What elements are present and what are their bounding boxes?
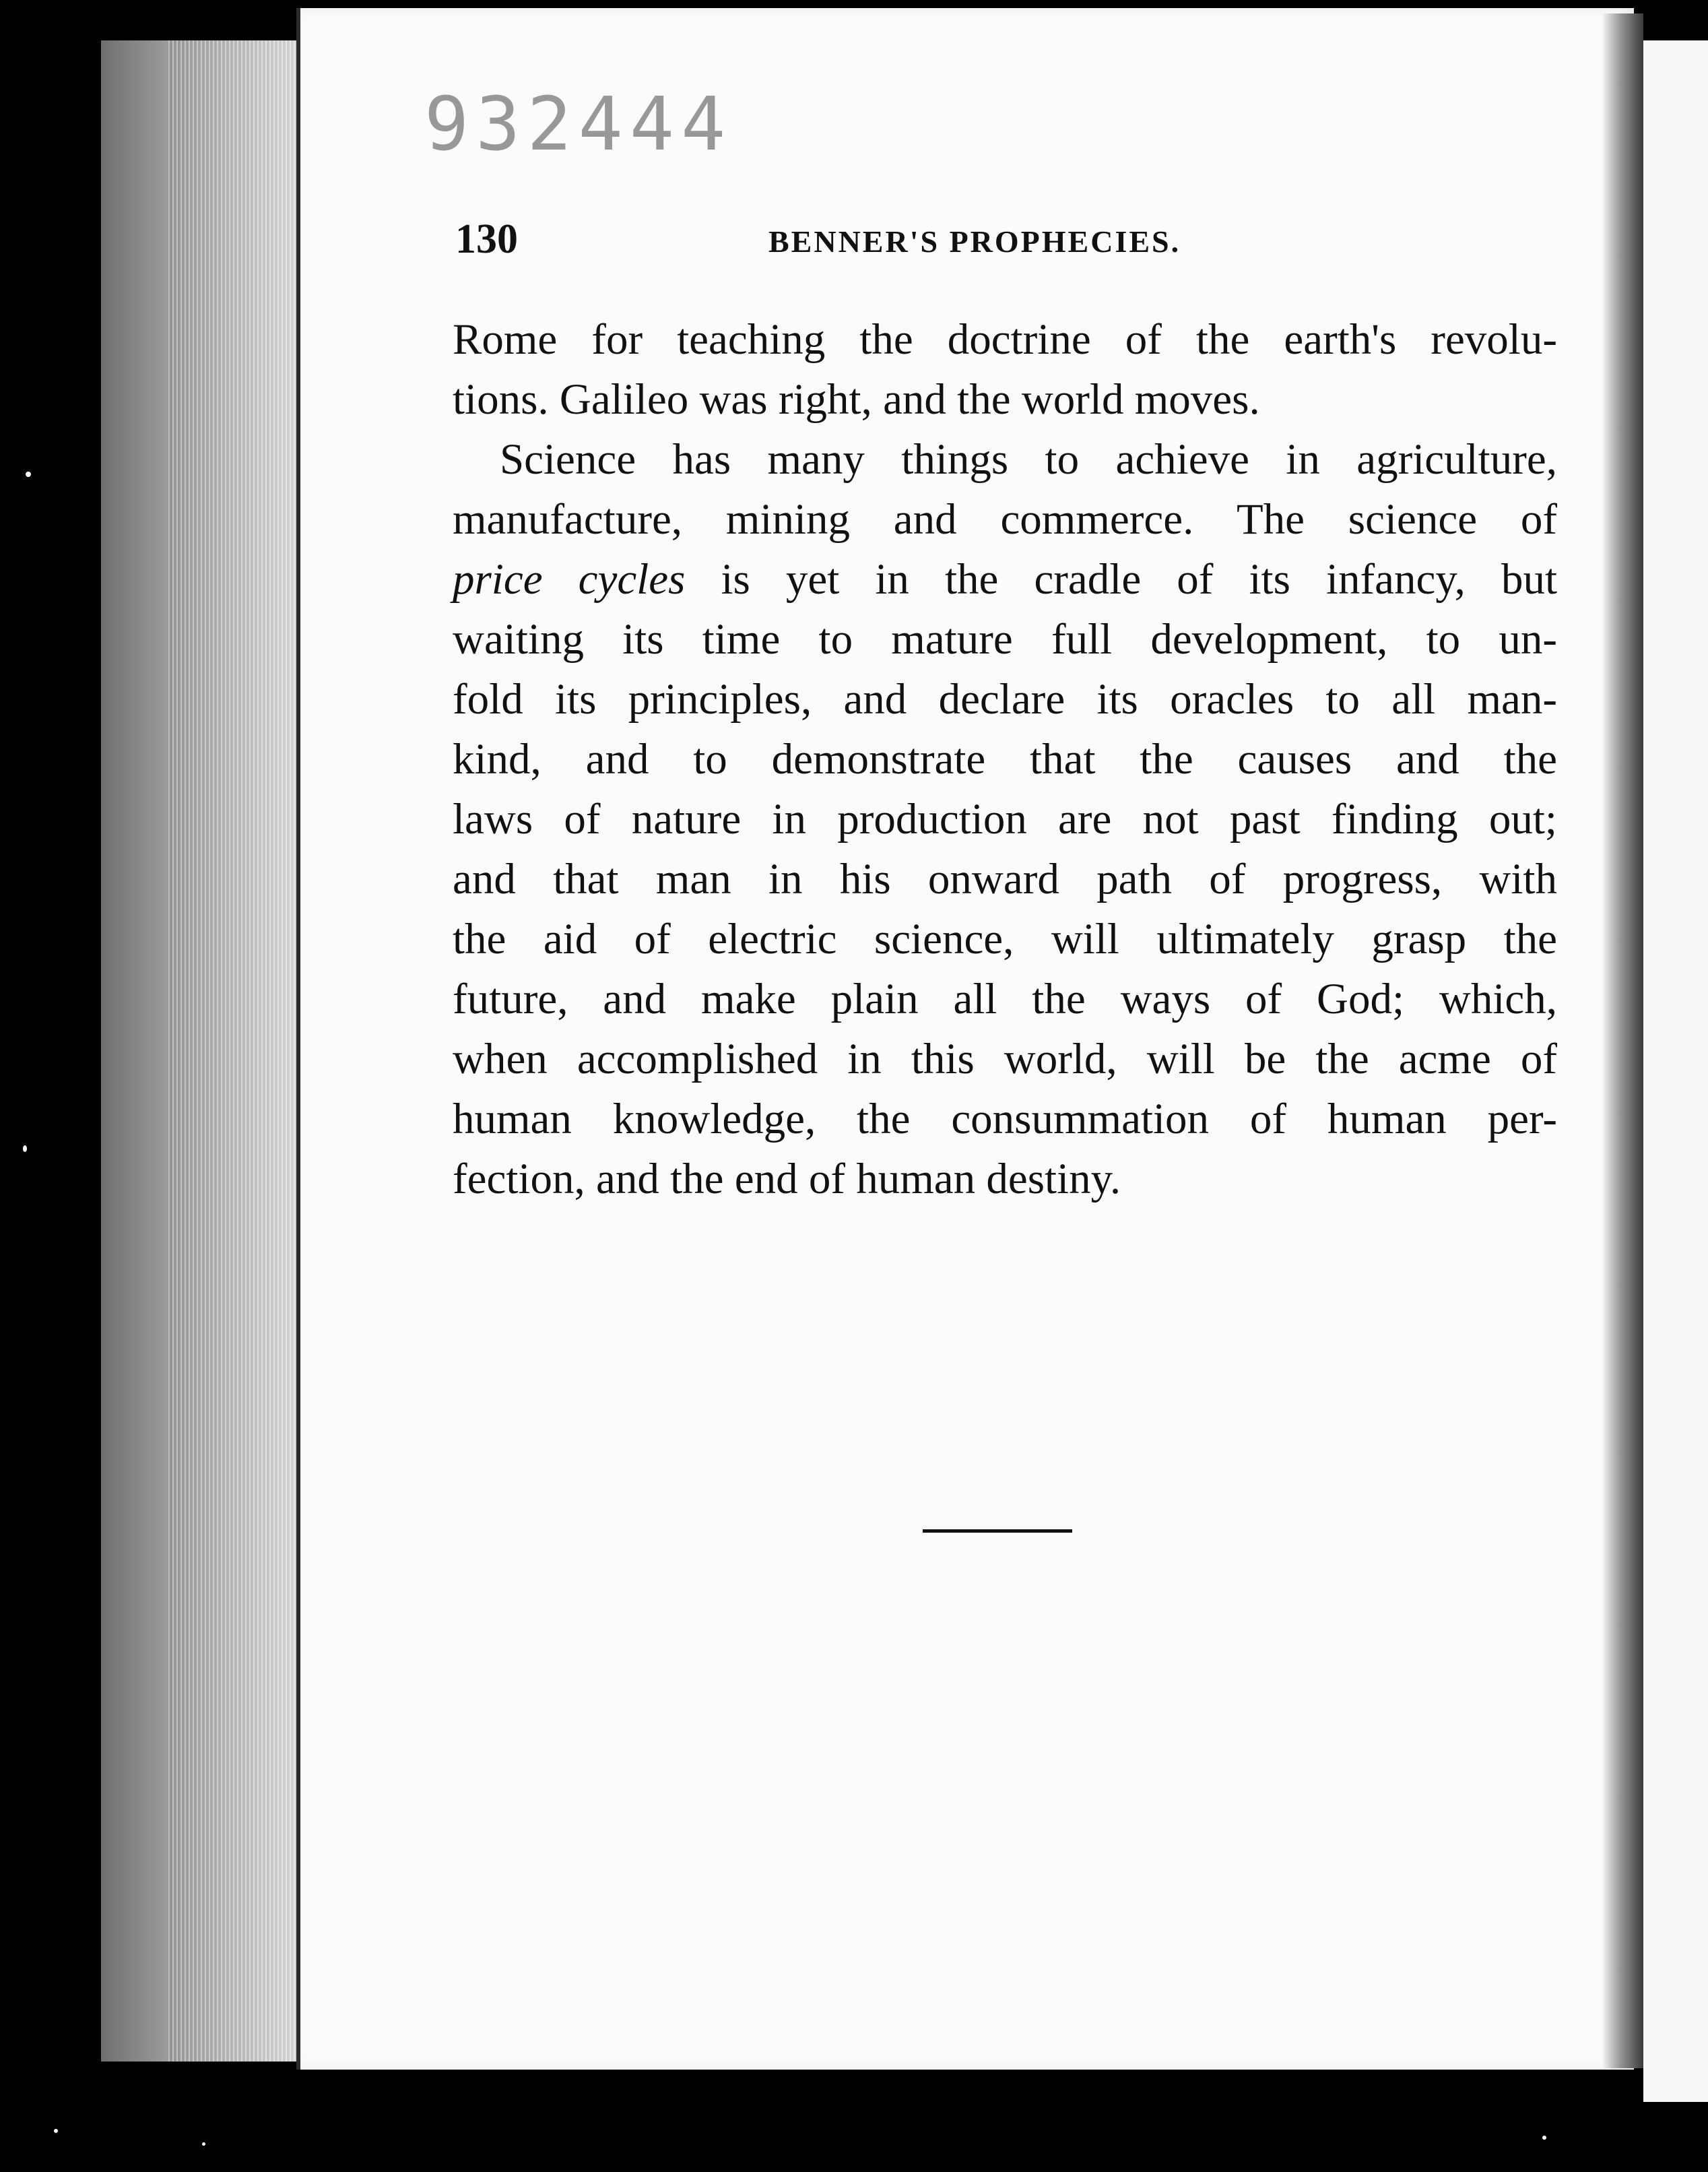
text-line: Science has many things to achieve in agriculture, xyxy=(500,435,1557,484)
text-line: laws of nature in production are not past finding out; xyxy=(453,795,1557,843)
text-line-with-italic xyxy=(453,550,1557,610)
facing-page-edge xyxy=(1643,40,1708,2102)
text-line: the aid of electric science, will ultimately grasp the xyxy=(453,915,1557,963)
text-line-rest: is yet in the cradle of its infancy, but xyxy=(721,555,1558,604)
text-line: and that man in his onward path of progress, with xyxy=(453,855,1557,903)
scan-speck xyxy=(54,2129,58,2133)
text-line: Rome for teaching the doctrine of the earth's revolu- xyxy=(453,315,1557,364)
section-end-rule xyxy=(923,1529,1072,1533)
scan-speck xyxy=(26,472,31,477)
running-title: BENNER'S PROPHECIES. xyxy=(768,224,1181,259)
italic-phrase: price cycles xyxy=(453,555,686,604)
text-line: kind, and to demonstrate that the causes and the xyxy=(453,735,1557,784)
text-line: tions. Galileo was right, and the world moves. xyxy=(453,375,1260,424)
text-line: manufacture, mining and commerce. The science of xyxy=(453,495,1557,544)
scan-speck xyxy=(1542,2136,1546,2140)
page-gutter xyxy=(1603,13,1643,2068)
running-head xyxy=(455,216,1546,269)
text-line: fection, and the end of human destiny. xyxy=(453,1155,1121,1203)
text-line: fold its principles, and declare its oracles to all man- xyxy=(453,675,1557,724)
text-line: waiting its time to mature full development, to un- xyxy=(453,615,1557,664)
scan-speck xyxy=(202,2142,205,2146)
scan-speck xyxy=(23,1145,27,1152)
text-line: human knowledge, the consummation of human per- xyxy=(453,1095,1557,1143)
library-stamp-number: 932444 xyxy=(424,81,733,167)
text-line: when accomplished in this world, will be the acme of xyxy=(453,1035,1557,1083)
page-number: 130 xyxy=(455,216,518,262)
text-line: future, and make plain all the ways of God; which, xyxy=(453,975,1557,1023)
book-page-edges xyxy=(168,40,303,2062)
body-text xyxy=(453,310,1557,1209)
